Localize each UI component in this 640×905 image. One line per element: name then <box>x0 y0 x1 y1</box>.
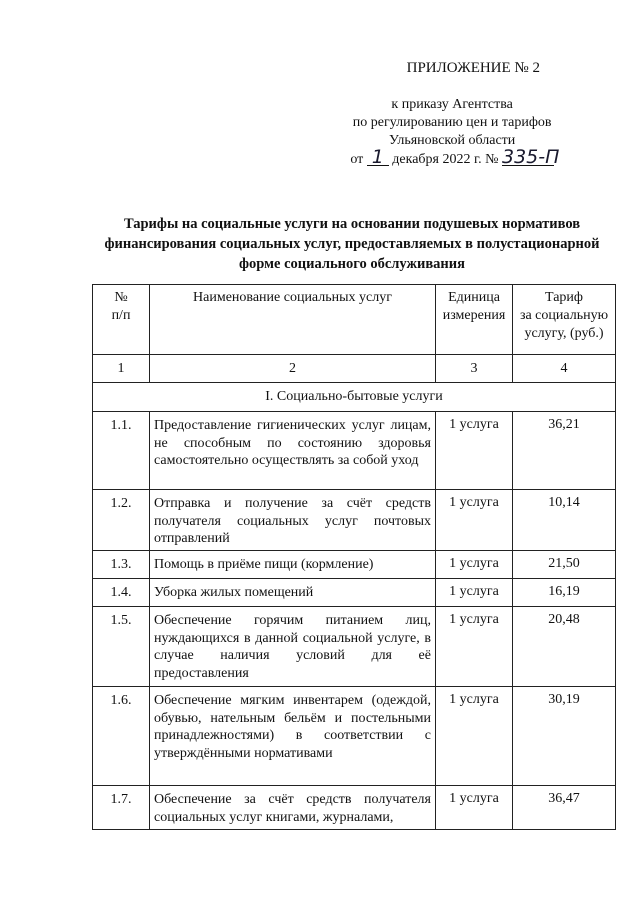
order-date-line <box>350 146 560 169</box>
order-line-2: по регулированию цен и тарифов <box>352 115 552 130</box>
date-day: 1 <box>367 150 389 166</box>
date-prefix: от <box>350 152 364 167</box>
header-unit-line: измерения <box>442 308 506 323</box>
tariff: 36,47 <box>513 786 616 830</box>
unit: 1 услуга <box>436 551 513 579</box>
tariff: 21,50 <box>513 551 616 579</box>
header-num <box>93 285 150 355</box>
tariff: 10,14 <box>513 490 616 551</box>
table-row <box>93 786 616 830</box>
title-line-1: Тарифы на социальные услуги на основании подушевых нормативов <box>123 216 581 232</box>
title-line-3: форме социального обслуживания <box>239 256 465 272</box>
table-header-row <box>93 285 616 355</box>
row-number: 1.6. <box>93 687 150 786</box>
unit: 1 услуга <box>436 490 513 551</box>
date-rest: декабря 2022 г. № <box>392 152 499 167</box>
column-index-row <box>93 355 616 383</box>
tariff: 30,19 <box>513 687 616 786</box>
service-name: Отправка и получение за счёт средств получателя социальных услуг почтовых отправлений <box>150 490 436 551</box>
header-unit <box>436 285 513 355</box>
header-num-line: п/п <box>111 308 131 323</box>
tariff-table <box>92 284 616 830</box>
index-cell: 1 <box>93 355 150 383</box>
order-reference <box>350 96 560 169</box>
document-title <box>92 214 612 274</box>
table-row <box>93 579 616 607</box>
service-name: Обеспечение горячим питанием лиц, нуждающихся в данной социальной услуге, в случае наличия условий для её предоставления <box>150 607 436 687</box>
header-tariff-line: Тариф <box>545 290 583 305</box>
row-number: 1.5. <box>93 607 150 687</box>
service-name: Уборка жилых помещений <box>150 579 436 607</box>
header-tariff-line: за социальную <box>519 308 609 323</box>
unit: 1 услуга <box>436 607 513 687</box>
title-line-2: финансирования социальных услуг, предоставляемых в полустационарной <box>104 236 600 252</box>
tariff: 20,48 <box>513 607 616 687</box>
table-row <box>93 687 616 786</box>
header-tariff <box>513 285 616 355</box>
service-name: Обеспечение за счёт средств получателя социальных услуг книгами, журналами, <box>150 786 436 830</box>
index-cell: 3 <box>436 355 513 383</box>
table-row <box>93 551 616 579</box>
index-cell: 4 <box>513 355 616 383</box>
table-row <box>93 412 616 490</box>
table-row <box>93 607 616 687</box>
index-cell: 2 <box>150 355 436 383</box>
row-number: 1.1. <box>93 412 150 490</box>
row-number: 1.3. <box>93 551 150 579</box>
order-line-1: к приказу Агентства <box>391 97 513 112</box>
order-line-3: Ульяновской области <box>389 133 516 148</box>
service-name: Помощь в приёме пищи (кормление) <box>150 551 436 579</box>
service-name: Предоставление гигиенических услуг лицам, не способным по состоянию здоровья самостоятельно осуществлять за собой уход <box>150 412 436 490</box>
row-number: 1.7. <box>93 786 150 830</box>
table-row <box>93 490 616 551</box>
row-number: 1.2. <box>93 490 150 551</box>
unit: 1 услуга <box>436 412 513 490</box>
order-number: 335-П <box>502 146 560 168</box>
service-name: Обеспечение мягким инвентарем (одеждой, обувью, нательным бельём и постельными принадлежностями) в соответствии с утверждёнными нормативами <box>150 687 436 786</box>
unit: 1 услуга <box>436 687 513 786</box>
tariff: 16,19 <box>513 579 616 607</box>
annex-title: ПРИЛОЖЕНИЕ № 2 <box>406 60 540 76</box>
section-row <box>93 383 616 412</box>
tariff: 36,21 <box>513 412 616 490</box>
unit: 1 услуга <box>436 786 513 830</box>
row-number: 1.4. <box>93 579 150 607</box>
header-name: Наименование социальных услуг <box>150 285 436 355</box>
unit: 1 услуга <box>436 579 513 607</box>
section-title: I. Социально-бытовые услуги <box>93 383 616 412</box>
header-num-line: № <box>114 290 128 305</box>
header-unit-line: Единица <box>448 290 500 305</box>
header-tariff-line: услугу, (руб.) <box>524 326 604 341</box>
